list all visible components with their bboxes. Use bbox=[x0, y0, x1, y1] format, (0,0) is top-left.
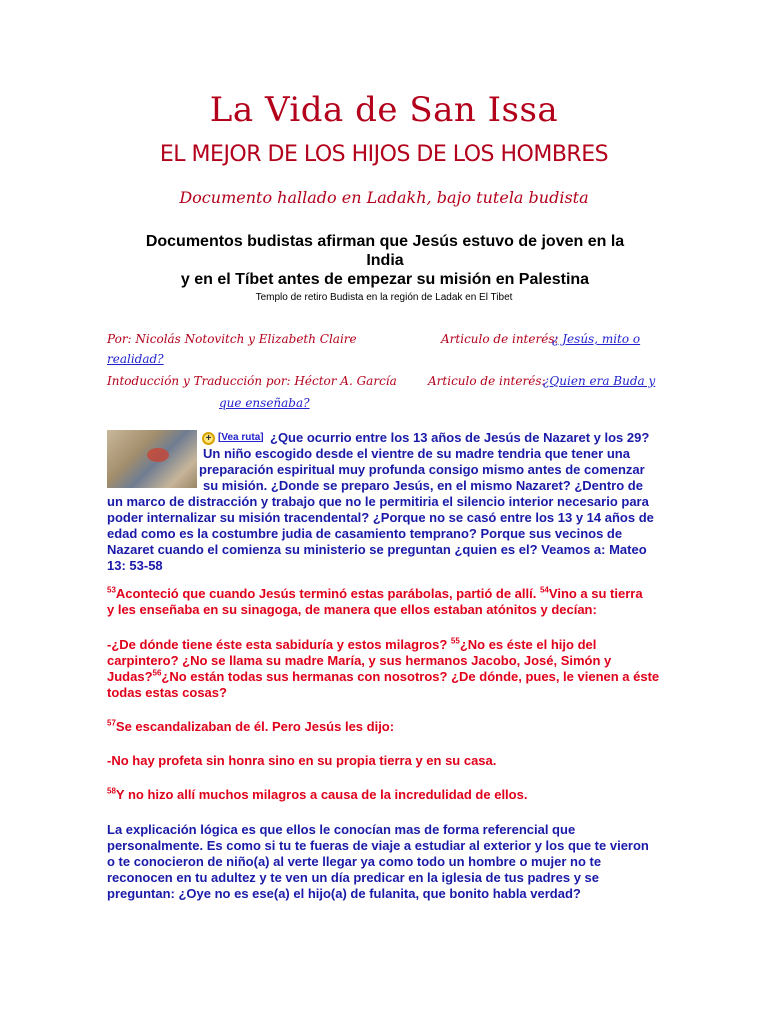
intro-line-6: poder internalizar su misión tracendental? ¿Porque no se casó entre los 13 y 14 años de bbox=[107, 510, 654, 525]
article-link-1-cont[interactable]: realidad? bbox=[107, 352, 164, 366]
headline-line-3: y en el Tíbet antes de empezar su misión en Palestina bbox=[180, 271, 590, 288]
headline-line-2: India bbox=[366, 252, 404, 269]
verse-57 bbox=[107, 719, 394, 735]
intro-line-1: ¿Que ocurrio entre los 13 años de Jesús de Nazaret y los 29? bbox=[270, 430, 650, 445]
translation-credit: Intoducción y Traducción por: Héctor A. García bbox=[107, 374, 397, 388]
intro-line-2: Un niño escogido desde el vientre de su madre tendria que tener una bbox=[203, 446, 630, 461]
intro-line-5: un marco de distracción y trabajo que no le permitiria el silencio interior necesario para bbox=[107, 494, 649, 509]
verse-number: 55 bbox=[450, 636, 460, 646]
explanation-line-2: personalmente. Es como si tu te fueras de viaje a estudiar al exterior y los que te vieron bbox=[107, 838, 649, 853]
article-link-2-cont[interactable]: que enseñaba? bbox=[219, 396, 310, 410]
headline-line-1: Documentos budistas afirman que Jesús estuvo de joven en la bbox=[145, 233, 625, 250]
page-subtitle: EL MEJOR DE LOS HIJOS DE LOS HOMBRES bbox=[159, 142, 609, 167]
route-link[interactable]: Vea ruta bbox=[221, 432, 261, 443]
article-link-1[interactable]: ¿ Jesús, mito o bbox=[552, 332, 641, 346]
verse-number: 56 bbox=[152, 668, 162, 678]
verse-number: 58 bbox=[107, 786, 116, 796]
explanation-line-5: preguntan: ¿Oye no es ese(a) el hijo(a) de fulanita, que bonito habla verdad? bbox=[107, 886, 581, 901]
author-credit: Por: Nicolás Notovitch y Elizabeth Claire bbox=[107, 332, 357, 346]
intro-line-9: 13: 53-58 bbox=[107, 558, 163, 573]
verse-58 bbox=[107, 787, 527, 803]
verse-text: Judas? bbox=[107, 669, 153, 684]
intro-line-4: su misión. ¿Donde se preparo Jesús, en el mismo Nazaret? ¿Dentro de bbox=[203, 478, 643, 493]
verse-56-line-1 bbox=[107, 669, 659, 685]
explanation-line-1: La explicación lógica es que ellos le conocían mas de forma referencial que bbox=[107, 822, 576, 837]
verse-number: 53 bbox=[107, 585, 116, 595]
verse-text: ¿No es éste el hijo del bbox=[459, 637, 597, 652]
verse-text: ¿No están todas sus hermanas con nosotros? ¿De dónde, pues, le vienen a éste bbox=[161, 669, 660, 684]
article-label-2: Articulo de interés: bbox=[428, 374, 546, 388]
explanation-line-3: o te conocieron de niño(a) al verte llegar ya como todo un hombre o mujer no te bbox=[107, 854, 602, 869]
verse-text: -¿De dónde tiene éste esta sabiduría y estos milagros? bbox=[107, 637, 448, 652]
verse-text: Se escandalizaban de él. Pero Jesús les dijo: bbox=[115, 719, 395, 734]
verse-text: Y no hizo allí muchos milagros a causa de la incredulidad de ellos. bbox=[115, 787, 528, 802]
verse-56-line-2: todas estas cosas? bbox=[107, 685, 227, 700]
verse-53-54 bbox=[107, 586, 643, 602]
verse-55-line-2: carpintero? ¿No se llama su madre María, y sus hermanos Jacobo, José, Simón y bbox=[107, 653, 612, 668]
intro-line-7: edad como es la costumbre judia de casamiento temprano? Porque sus vecinos de bbox=[107, 526, 623, 541]
prophet-quote: -No hay profeta sin honra sino en su propia tierra y en su casa. bbox=[107, 753, 497, 768]
zoom-icon[interactable]: + bbox=[202, 432, 215, 445]
article-label-1: Articulo de interés: bbox=[441, 332, 559, 346]
headline bbox=[110, 232, 660, 289]
verse-number: 54 bbox=[539, 585, 549, 595]
verse-54-cont: y les enseñaba en su sinagoga, de manera que ellos estaban atónitos y decían: bbox=[107, 602, 597, 617]
route-link-wrapper: [Vea ruta] bbox=[218, 432, 264, 443]
temple-caption: Templo de retiro Budista en la región de Ladak en El Tibet bbox=[255, 292, 513, 303]
verse-number: 57 bbox=[107, 718, 116, 728]
verse-55-line-1 bbox=[107, 637, 596, 653]
verse-text: Vino a su tierra bbox=[548, 586, 643, 601]
route-map-thumbnail[interactable] bbox=[107, 430, 197, 488]
verse-text: Aconteció que cuando Jesús terminó estas parábolas, partió de allí. bbox=[115, 586, 537, 601]
article-link-2[interactable]: ¿Quien era Buda y bbox=[543, 374, 656, 388]
intro-line-8: Nazaret cuando el comienza su ministerio se preguntan ¿quien es el? Veamos a: Mateo bbox=[107, 542, 647, 557]
found-note: Documento hallado en Ladakh, bajo tutela budista bbox=[179, 188, 589, 207]
explanation-line-4: reconocen en tu adultez y te ven un día predicar en la iglesia de tus padres y se bbox=[107, 870, 599, 885]
intro-line-3: preparación espiritual muy profunda consigo mismo antes de comenzar bbox=[199, 462, 645, 477]
page-title: La Vida de San Issa bbox=[209, 90, 559, 130]
